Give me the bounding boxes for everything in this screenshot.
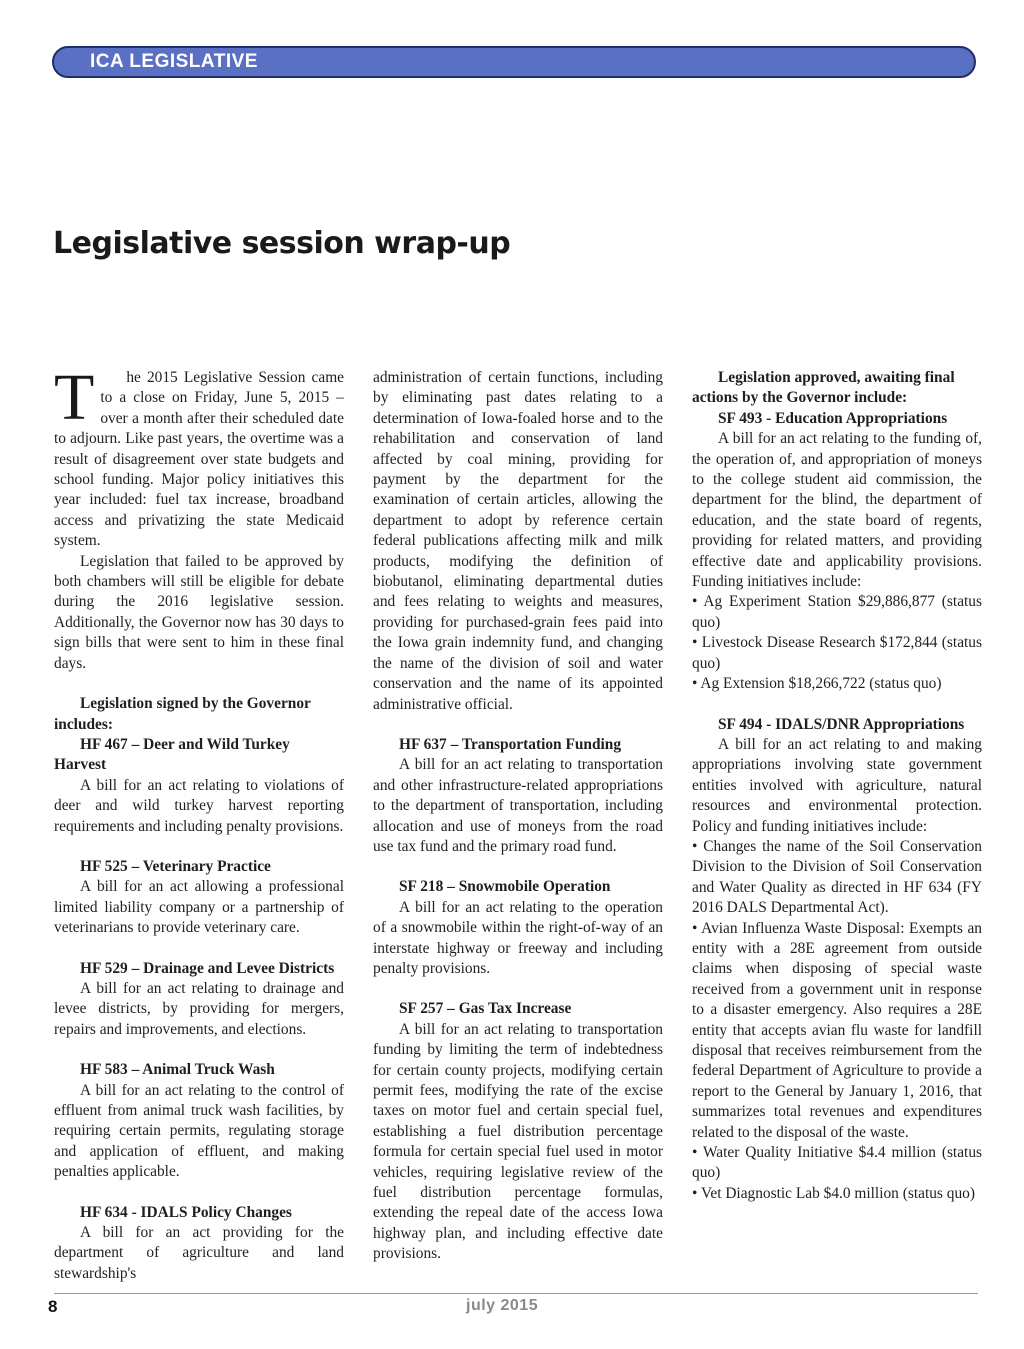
article-title: Legislative session wrap-up — [53, 226, 511, 261]
bill-title: SF 494 - IDALS/DNR Appropriations — [718, 715, 965, 733]
bill-title: HF 529 – Drainage and Levee Districts — [80, 959, 335, 977]
awaiting-heading: Legislation approved, awaiting final actions by the Governor include: — [692, 369, 955, 407]
bill-text: A bill for an act relating to the operation of a snowmobile within the right-of-way of an interstate highway or freeway and including penalty provisions. — [373, 898, 663, 977]
bill-title: SF 257 – Gas Tax Increase — [399, 1000, 572, 1018]
drop-cap: T — [54, 361, 95, 434]
signed-heading: Legislation signed by the Governor includes: — [54, 695, 311, 733]
intro-paragraph-2: Legislation that failed to be approved by both chambers will still be eligible for debate during the 2016 legislative session. Additionally, the Governor now has 30 days to sign bills that were sent to him in these final days. — [54, 552, 344, 672]
intro-text: he 2015 Legislative Session came to a close on Friday, June 5, 2015 – over a month after their scheduled date to adjourn. Like past years, the overtime was a result of disagreement over state budgets and school funding. Major policy initiatives this year included: fuel tax increase, broadband access and privatizing the state Medicaid system. — [54, 369, 344, 550]
bill-text: A bill for an act relating to transportation and other infrastructure-related appropriations to the department of transportation, including allocation and use of moneys from the road use tax fund and the primary road fund. — [373, 756, 663, 855]
section-label: ICA LEGISLATIVE — [90, 51, 258, 72]
column-2 — [373, 368, 663, 1265]
bill-text: A bill for an act relating to and making appropriations involving state government entities involved with agriculture, natural resources and environmental protection. Policy and funding initiatives include: — [692, 735, 982, 835]
page-number: 8 — [48, 1297, 58, 1316]
bullet-item: • Livestock Disease Research $172,844 (status quo) — [692, 634, 982, 672]
bill-text: A bill for an act relating to drainage and levee districts, by providing for mergers, repairs and improvements, and elections. — [54, 979, 344, 1038]
bullet-item: • Ag Extension $18,266,722 (status quo) — [692, 675, 942, 693]
issue-date: july 2015 — [466, 1297, 539, 1314]
bullet-item: • Changes the name of the Soil Conservation Division to the Division of Soil Conservation and Water Quality as directed in HF 634 (FY 2016 DALS Departmental Act). — [692, 837, 982, 917]
bill-title: SF 493 - Education Appropriations — [718, 409, 948, 427]
section-banner — [52, 46, 976, 78]
bill-text: A bill for an act relating to transportation funding by limiting the term of indebtedness for certain county projects, modifying certain permit fees, modifying the rate of the excise taxes on motor fuel and certain special fuel, establishing a fuel distribution percentage formula for certain special fuel used in motor vehicles, requiring legislative review of the fuel distribution percentage formulas, extending the repeal date of the access Iowa highway plan, and including effective date provisions. — [373, 1020, 663, 1263]
bill-text: A bill for an act relating to the funding of, the operation of, and appropriation of moneys to the college student aid commission, the department for the blind, the department of education, and the state board of regents, providing for related matters, and providing effective date and applicability provisions. Funding initiatives include: — [692, 430, 982, 591]
bullet-item: • Avian Influenza Waste Disposal: Exempts an entity with a 28E agreement from outside claims when disposing of special waste received from a government unit in response to a disaster emergency. Also requires a 28E entity that accepts avian flu waste for landfill disposal that receives reimbursement from the federal Department of Agriculture to provide a report to the General by January 1, 2016, that summarizes total revenues and expenditures related to the disposal of the waste. — [692, 919, 982, 1141]
bill-text: A bill for an act relating to violations of deer and wild turkey harvest reporting requirements and including penalty provisions. — [54, 776, 344, 835]
bill-title: HF 634 - IDALS Policy Changes — [80, 1203, 292, 1221]
bill-title: HF 637 – Transportation Funding — [399, 735, 622, 753]
bill-title: SF 218 – Snowmobile Operation — [399, 878, 611, 896]
bill-text-continued: administration of certain functions, including by eliminating past dates relating to a determination of Iowa-foaled horse and to the rehabilitation and conservation of land affected by coal mining, providing for payment by the department for the examination of certain articles, allowing the department to adopt by reference certain federal publications affecting milk and milk products, modifying the definition of biobutanol, eliminating departmental duties and fees relating to weights and measures, providing for purchased-grain fees paid into the Iowa grain indemnity fund, and changing the name of the division of soil and water conservation and the name of its appointed administrative official. — [373, 369, 663, 713]
intro-paragraph — [54, 361, 344, 552]
bill-title: HF 467 – Deer and Wild Turkey Harvest — [54, 735, 290, 774]
bullet-item: • Vet Diagnostic Lab $4.0 million (status quo) — [692, 1184, 975, 1202]
column-1 — [54, 361, 344, 1284]
bill-text: A bill for an act allowing a professional limited liability company or a partnership of veterinarians to provide veterinary care. — [54, 878, 344, 937]
bill-title: HF 583 – Animal Truck Wash — [80, 1061, 275, 1079]
bill-text: A bill for an act providing for the department of agriculture and land stewardship's — [54, 1224, 344, 1282]
bullet-item: • Ag Experiment Station $29,886,877 (status quo) — [692, 593, 982, 631]
footer-divider — [54, 1293, 978, 1294]
bill-text: A bill for an act relating to the control of effluent from animal truck wash facilities, by requiring certain permits, regulating storage and application of effluent, and making penalties applicable. — [54, 1081, 344, 1181]
bill-title: HF 525 – Veterinary Practice — [80, 857, 271, 875]
bullet-item: • Water Quality Initiative $4.4 million (status quo) — [692, 1144, 982, 1182]
column-3 — [692, 368, 982, 1204]
